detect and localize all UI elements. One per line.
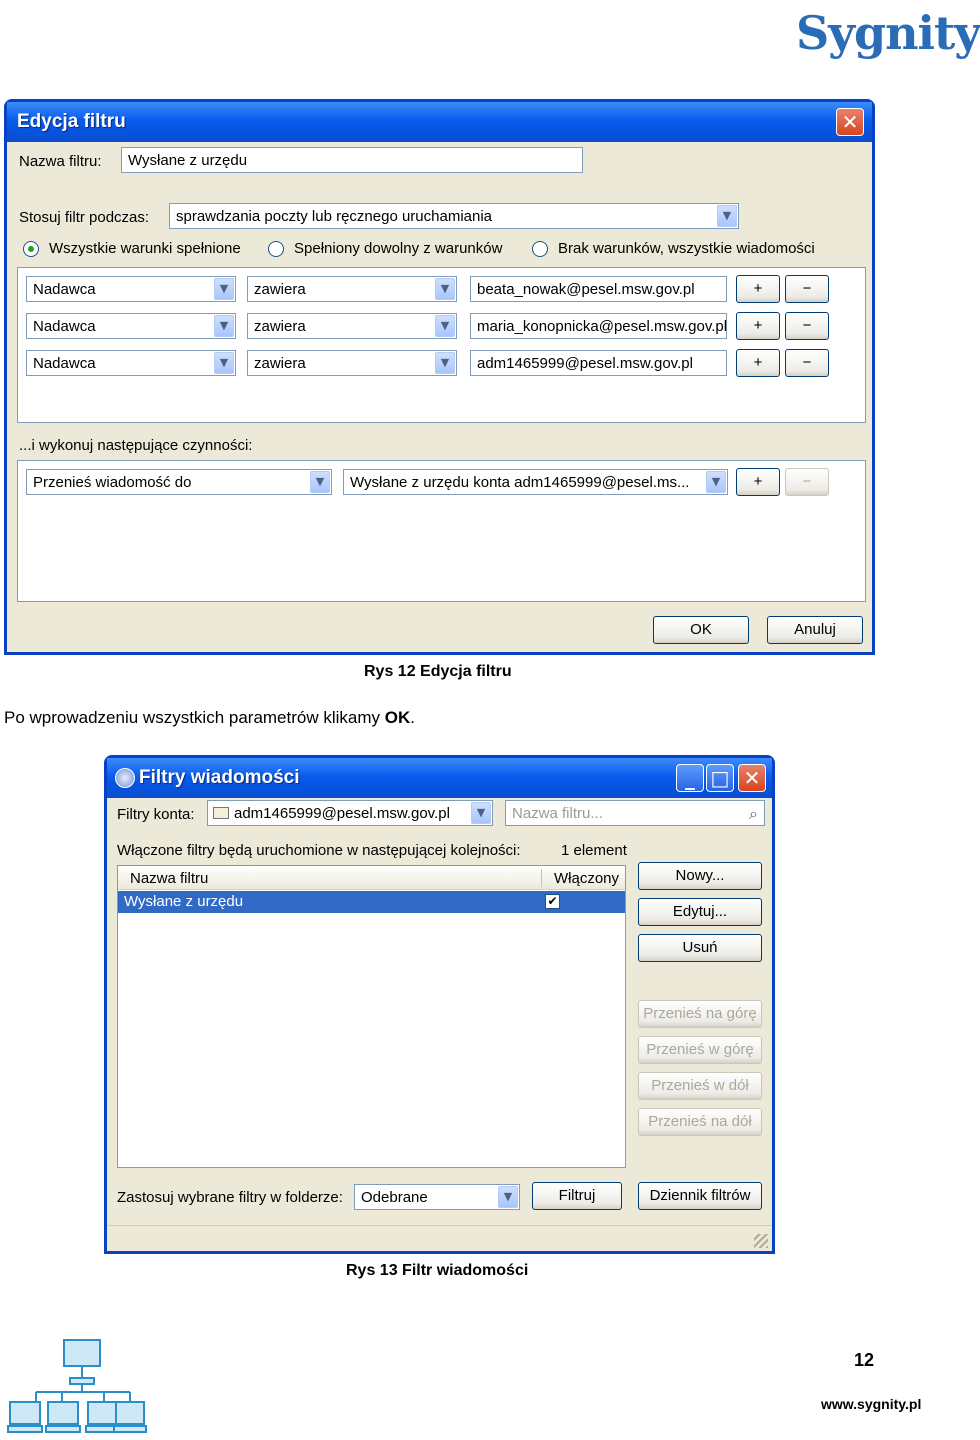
paragraph-bold: OK bbox=[384, 708, 411, 727]
chevron-down-icon[interactable]: ▼ bbox=[435, 278, 455, 300]
condition-value-input[interactable]: maria_konopnicka@pesel.msw.gov.pl bbox=[470, 313, 727, 339]
order-label: Włączone filtry będą uruchomione w następującej kolejności: bbox=[117, 842, 521, 859]
network-computers-icon bbox=[6, 1336, 148, 1436]
minimize-icon[interactable]: _ bbox=[676, 764, 704, 792]
close-icon[interactable]: ✕ bbox=[836, 108, 864, 136]
move-up-button: Przenieś w górę bbox=[638, 1036, 762, 1064]
row-filter-name: Wysłane z urzędu bbox=[124, 893, 244, 910]
remove-action-button: − bbox=[785, 468, 829, 496]
filter-name-label: Nazwa filtru: bbox=[19, 153, 102, 170]
condition-operator-select[interactable] bbox=[247, 313, 457, 339]
condition-field-select[interactable] bbox=[26, 276, 236, 302]
radio-any-label[interactable]: Spełniony dowolny z warunków bbox=[294, 240, 503, 257]
apply-select[interactable] bbox=[169, 203, 739, 229]
filter-name-input[interactable]: Wysłane z urzędu bbox=[121, 147, 583, 173]
chevron-down-icon[interactable]: ▼ bbox=[435, 315, 455, 337]
actions-panel bbox=[17, 460, 866, 602]
figure-caption-12: Rys 12 Edycja filtru bbox=[364, 663, 512, 680]
app-icon bbox=[115, 768, 135, 788]
chevron-down-icon[interactable]: ▼ bbox=[435, 352, 455, 374]
sygnity-logo: Sygnity bbox=[796, 6, 980, 60]
condition-field-value: Nadawca bbox=[33, 281, 96, 298]
instruction-paragraph bbox=[4, 708, 415, 728]
condition-value-input[interactable]: beata_nowak@pesel.msw.gov.pl bbox=[470, 276, 727, 302]
condition-operator-value: zawiera bbox=[254, 355, 306, 372]
action-type-select[interactable] bbox=[26, 469, 332, 495]
delete-filter-button[interactable]: Usuń bbox=[638, 934, 762, 962]
apply-select-value: sprawdzania poczty lub ręcznego uruchamiania bbox=[176, 208, 493, 225]
checkmark-icon: ✔ bbox=[547, 894, 558, 908]
condition-field-select[interactable] bbox=[26, 350, 236, 376]
account-value: adm1465999@pesel.msw.gov.pl bbox=[234, 805, 450, 822]
condition-operator-value: zawiera bbox=[254, 318, 306, 335]
chevron-down-icon[interactable]: ▼ bbox=[706, 471, 726, 493]
radio-all-label[interactable]: Wszystkie warunki spełnione bbox=[49, 240, 241, 257]
radio-all-conditions[interactable] bbox=[23, 241, 39, 257]
remove-condition-button[interactable]: − bbox=[785, 275, 829, 303]
folder-select[interactable] bbox=[354, 1184, 520, 1210]
condition-operator-value: zawiera bbox=[254, 281, 306, 298]
radio-none-label[interactable]: Brak warunków, wszystkie wiadomości bbox=[558, 240, 815, 257]
apply-label: Stosuj filtr podczas: bbox=[19, 209, 150, 226]
folder-label: Zastosuj wybrane filtry w folderze: bbox=[117, 1189, 343, 1206]
move-bottom-button: Przenieś na dół bbox=[638, 1108, 762, 1136]
chevron-down-icon[interactable]: ▼ bbox=[310, 471, 330, 493]
accounts-label: Filtry konta: bbox=[117, 806, 195, 823]
chevron-down-icon[interactable]: ▼ bbox=[717, 205, 737, 227]
cancel-button[interactable]: Anuluj bbox=[767, 616, 863, 644]
move-top-button: Przenieś na górę bbox=[638, 1000, 762, 1028]
add-action-button[interactable]: + bbox=[736, 468, 780, 496]
website-url[interactable]: www.sygnity.pl bbox=[821, 1396, 922, 1412]
column-header-enabled[interactable]: Włączony bbox=[554, 870, 620, 887]
table-row[interactable] bbox=[118, 891, 625, 913]
condition-value-input[interactable]: adm1465999@pesel.msw.gov.pl bbox=[470, 350, 727, 376]
remove-condition-button[interactable]: − bbox=[785, 312, 829, 340]
condition-operator-select[interactable] bbox=[247, 276, 457, 302]
status-bar bbox=[107, 1225, 772, 1251]
condition-field-value: Nadawca bbox=[33, 318, 96, 335]
search-placeholder: Nazwa filtru... bbox=[512, 805, 603, 822]
window-title: Filtry wiadomości bbox=[139, 767, 300, 788]
move-down-button: Przenieś w dół bbox=[638, 1072, 762, 1100]
remove-condition-button[interactable]: − bbox=[785, 349, 829, 377]
paragraph-end: . bbox=[410, 708, 415, 727]
column-header-name[interactable]: Nazwa filtru bbox=[130, 870, 209, 887]
search-icon[interactable]: ⌕ bbox=[749, 804, 758, 823]
list-header bbox=[118, 866, 625, 890]
column-divider bbox=[541, 869, 542, 887]
account-select[interactable] bbox=[207, 800, 493, 826]
edit-filter-button[interactable]: Edytuj... bbox=[638, 898, 762, 926]
message-filters-window bbox=[104, 755, 775, 1254]
folder-value: Odebrane bbox=[361, 1189, 428, 1206]
action-target-value: Wysłane z urzędu konta adm1465999@pesel.ms... bbox=[350, 474, 690, 491]
filter-list[interactable] bbox=[117, 865, 626, 1168]
filter-count: 1 element bbox=[561, 842, 627, 859]
run-filter-button[interactable]: Filtruj bbox=[532, 1182, 622, 1210]
row-enabled-checkbox[interactable] bbox=[545, 894, 560, 909]
resize-grip-icon[interactable] bbox=[754, 1234, 768, 1248]
maximize-icon[interactable]: □ bbox=[706, 764, 734, 792]
condition-field-select[interactable] bbox=[26, 313, 236, 339]
condition-operator-select[interactable] bbox=[247, 350, 457, 376]
add-condition-button[interactable]: + bbox=[736, 275, 780, 303]
ok-button[interactable]: OK bbox=[653, 616, 749, 644]
close-icon[interactable]: ✕ bbox=[738, 764, 766, 792]
actions-label: ...i wykonuj następujące czynności: bbox=[19, 437, 253, 454]
filter-log-button[interactable]: Dziennik filtrów bbox=[638, 1182, 762, 1210]
chevron-down-icon[interactable]: ▼ bbox=[214, 315, 234, 337]
filter-edit-dialog bbox=[4, 99, 875, 655]
paragraph-text: Po wprowadzeniu wszystkich parametrów klikamy bbox=[4, 708, 385, 727]
conditions-panel bbox=[17, 267, 866, 423]
chevron-down-icon[interactable]: ▼ bbox=[214, 352, 234, 374]
figure-caption-13: Rys 13 Filtr wiadomości bbox=[346, 1262, 529, 1279]
new-filter-button[interactable]: Nowy... bbox=[638, 862, 762, 890]
action-target-select[interactable] bbox=[343, 469, 728, 495]
chevron-down-icon[interactable]: ▼ bbox=[471, 802, 491, 824]
add-condition-button[interactable]: + bbox=[736, 349, 780, 377]
page-number: 12 bbox=[854, 1350, 875, 1370]
mail-icon bbox=[213, 807, 229, 819]
filter-search-input[interactable] bbox=[505, 800, 765, 826]
action-type-value: Przenieś wiadomość do bbox=[33, 474, 192, 491]
title-bar bbox=[7, 102, 872, 142]
chevron-down-icon[interactable]: ▼ bbox=[214, 278, 234, 300]
condition-field-value: Nadawca bbox=[33, 355, 96, 372]
radio-no-conditions[interactable] bbox=[532, 241, 548, 257]
add-condition-button[interactable]: + bbox=[736, 312, 780, 340]
chevron-down-icon[interactable]: ▼ bbox=[498, 1186, 518, 1208]
radio-any-condition[interactable] bbox=[268, 241, 284, 257]
dialog-title: Edycja filtru bbox=[17, 111, 126, 132]
title-bar bbox=[107, 758, 772, 798]
